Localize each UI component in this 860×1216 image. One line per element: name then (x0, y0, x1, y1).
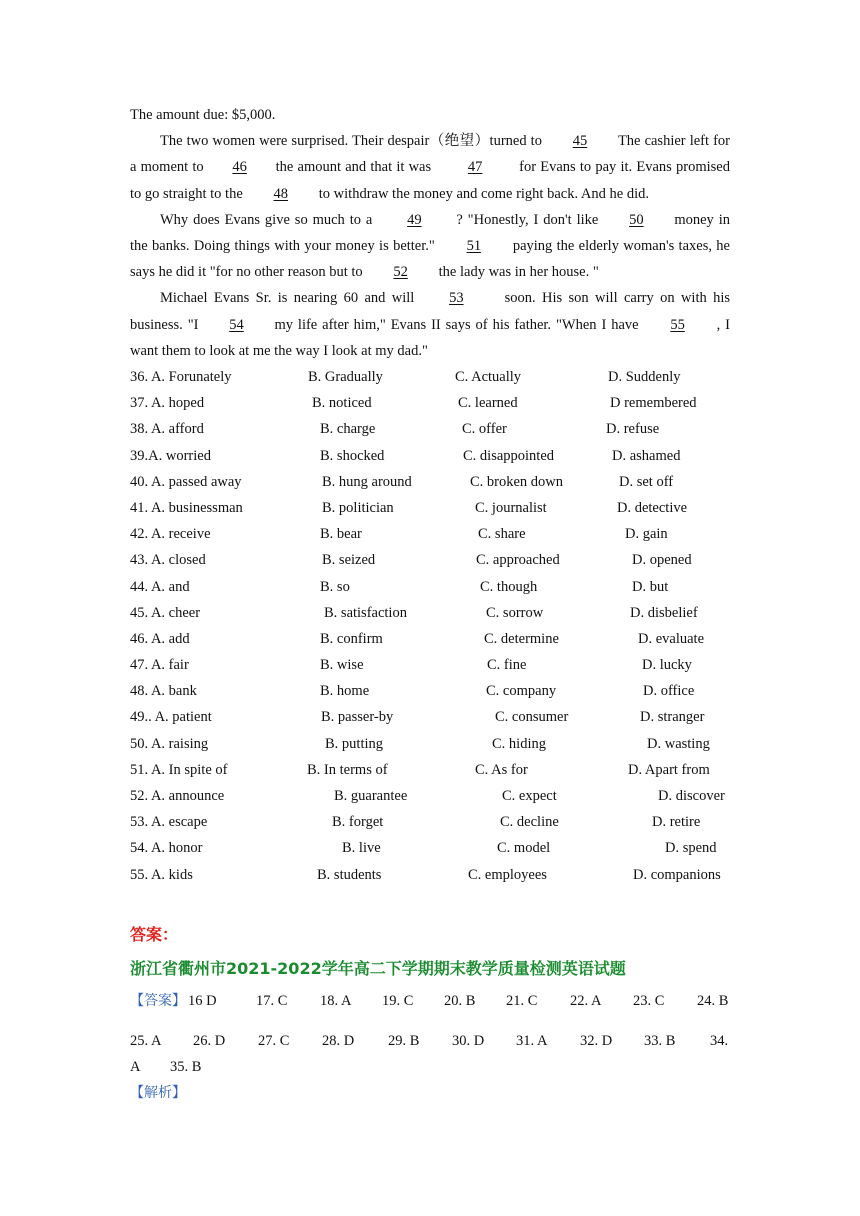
answer-item: 27. C (258, 1033, 290, 1049)
answer-item: 18. A (320, 993, 352, 1009)
answer-item: 19. C (382, 993, 414, 1009)
analysis-tag: 【解析】 (130, 1085, 186, 1101)
option-d: D. opened (632, 552, 692, 569)
text: The cashier left for a moment to (130, 133, 730, 176)
text: , I want them to look at me the way I look at my dad." (130, 316, 730, 359)
option-d: D. lucky (642, 657, 692, 674)
question-row (130, 626, 730, 652)
text: the amount and that it was (275, 159, 432, 176)
paragraph-1 (130, 128, 730, 207)
option-d: D. ashamed (612, 447, 681, 464)
blank-48: 48 (273, 185, 289, 202)
answer-item: 23. C (633, 993, 665, 1009)
answer-item: 29. B (388, 1033, 420, 1049)
exam-title: 浙江省衢州市2021-2022学年高二下学期期末教学质量检测英语试题 (130, 959, 626, 978)
option-d: D. Suddenly (608, 369, 681, 386)
text: my life after him," Evans II says of his father. "When I have (274, 316, 639, 333)
option-d: D. companions (633, 866, 721, 883)
option-c: C. decline (500, 814, 559, 831)
text: paying the elderly woman's taxes, he says he did it "for no other reason but to (130, 238, 730, 281)
answer-tag: 【答案】 (130, 993, 186, 1009)
question-row (130, 416, 730, 442)
question-row (130, 521, 730, 547)
blank-47: 47 (467, 159, 483, 176)
option-b: B. home (320, 683, 370, 700)
option-a: 54. A. honor (130, 840, 203, 857)
option-c: C. journalist (475, 499, 547, 516)
text: The two women were surprised. Their despair（绝望）turned to (160, 133, 542, 150)
option-d: D. discover (658, 788, 725, 805)
blank-49: 49 (407, 211, 422, 228)
option-a: 48. A. bank (130, 683, 197, 700)
option-c: C. employees (468, 866, 547, 883)
option-c: C. approached (476, 552, 560, 569)
question-row (130, 390, 730, 416)
option-a: 51. A. In spite of (130, 761, 228, 778)
answer-line-2 (130, 1028, 730, 1054)
blank-51: 51 (466, 238, 482, 255)
question-list (130, 364, 730, 888)
passage-block (130, 102, 730, 888)
option-d: D. gain (625, 526, 668, 543)
option-d: D. stranger (640, 709, 705, 726)
answers-heading: 答案： (130, 925, 179, 944)
option-c: C. hiding (492, 735, 546, 752)
question-row (130, 809, 730, 835)
answer-item: 30. D (452, 1033, 485, 1049)
paragraph-2 (130, 207, 730, 286)
blank-54: 54 (229, 316, 244, 333)
option-b: B. In terms of (307, 761, 388, 778)
blank-53: 53 (449, 290, 464, 307)
question-row (130, 443, 730, 469)
option-b: B. bear (320, 526, 362, 543)
option-c: C. As for (475, 761, 528, 778)
text: money in the banks. Doing things with your money is better." (130, 211, 730, 255)
option-a: 47. A. fair (130, 657, 189, 674)
analysis-line (130, 1080, 730, 1106)
text: for Evans to pay it. Evans promised to go straight to the (130, 159, 730, 202)
answer-item: 28. D (322, 1033, 355, 1049)
option-b: B. forget (332, 814, 384, 831)
answer-item: 35. B (170, 1059, 202, 1075)
answer-item: 34. (710, 1033, 729, 1049)
option-b: B. guarantee (334, 788, 408, 805)
blank-55: 55 (670, 316, 685, 333)
option-c: C. share (478, 526, 526, 543)
option-c: C. broken down (470, 473, 564, 490)
option-c: C. consumer (495, 709, 569, 726)
option-b: B. putting (325, 735, 384, 752)
blank-52: 52 (393, 264, 408, 281)
answer-item: 24. B (697, 993, 729, 1009)
option-b: B. students (317, 866, 382, 883)
option-a: 38. A. afford (130, 421, 204, 438)
option-b: B. hung around (322, 473, 412, 490)
text: ? "Honestly, I don't like (456, 211, 599, 228)
option-b: B. so (320, 578, 350, 595)
option-a: 37. A. hoped (130, 395, 205, 412)
answer-item: 26. D (193, 1033, 226, 1049)
question-row (130, 704, 730, 730)
option-a: 46. A. add (130, 630, 190, 647)
answer-item: A (130, 1059, 141, 1075)
question-row (130, 495, 730, 521)
question-row (130, 731, 730, 757)
question-row (130, 678, 730, 704)
question-row (130, 862, 730, 888)
question-row (130, 652, 730, 678)
option-a: 42. A. receive (130, 526, 211, 543)
answer-item: 16 D (188, 993, 217, 1009)
option-b: B. confirm (320, 630, 383, 647)
option-a: 40. A. passed away (130, 473, 242, 490)
question-row (130, 469, 730, 495)
answer-line-3 (130, 1054, 730, 1080)
option-c: C. though (480, 578, 538, 595)
option-d: D remembered (610, 395, 697, 412)
option-d: D. but (632, 578, 669, 595)
option-b: B. satisfaction (324, 604, 407, 621)
option-b: B. seized (322, 552, 376, 569)
option-c: C. offer (462, 421, 507, 438)
question-row (130, 574, 730, 600)
answer-key (130, 988, 730, 1106)
blank-45: 45 (572, 133, 588, 150)
option-b: B. noticed (312, 395, 372, 412)
option-d: D. spend (665, 840, 717, 857)
option-a: 39.A. worried (130, 447, 211, 464)
option-d: D. wasting (647, 735, 710, 752)
question-row (130, 757, 730, 783)
option-b: B. wise (320, 657, 364, 674)
option-b: B. Gradually (308, 369, 383, 386)
text: Michael Evans Sr. is nearing 60 and will (160, 290, 415, 307)
question-row (130, 783, 730, 809)
option-a: 36. A. Forunately (130, 369, 232, 386)
option-a: 50. A. raising (130, 735, 209, 752)
text: soon. His son will carry on with his business. "I (130, 290, 731, 333)
answer-item: 33. B (644, 1033, 676, 1049)
answer-item: 25. A (130, 1033, 162, 1049)
option-a: 45. A. cheer (130, 604, 201, 621)
question-row (130, 364, 730, 390)
option-c: C. determine (484, 630, 559, 647)
option-c: C. Actually (455, 369, 522, 386)
option-a: 49.. A. patient (130, 709, 212, 726)
option-b: B. politician (322, 499, 394, 516)
text: to withdraw the money and come right back. And he did. (318, 185, 649, 202)
option-c: C. fine (487, 657, 527, 674)
option-b: B. shocked (320, 447, 385, 464)
option-b: B. passer-by (321, 709, 394, 726)
option-c: C. company (486, 683, 557, 700)
option-d: D. refuse (606, 421, 660, 438)
option-a: 52. A. announce (130, 788, 225, 805)
amount-due-line: The amount due: $5,000. (130, 107, 276, 123)
answer-item: 32. D (580, 1033, 613, 1049)
blank-50: 50 (629, 211, 644, 228)
option-b: B. live (342, 840, 381, 857)
paragraph-3 (130, 285, 730, 364)
option-a: 53. A. escape (130, 814, 208, 831)
option-d: D. disbelief (630, 604, 698, 621)
answer-item: 21. C (506, 993, 538, 1009)
option-b: B. charge (320, 421, 376, 438)
option-a: 43. A. closed (130, 552, 206, 569)
option-a: 55. A. kids (130, 866, 193, 883)
option-d: D. detective (617, 499, 688, 516)
question-row (130, 547, 730, 573)
question-row (130, 835, 730, 861)
question-row (130, 600, 730, 626)
option-c: C. disappointed (463, 447, 555, 464)
option-d: D. set off (619, 473, 674, 490)
option-d: D. Apart from (628, 761, 710, 778)
answer-item: 22. A (570, 993, 602, 1009)
option-c: C. learned (458, 395, 518, 412)
option-d: D. evaluate (638, 630, 705, 647)
blank-46: 46 (232, 159, 247, 176)
option-d: D. office (643, 683, 695, 700)
answer-item: 20. B (444, 993, 476, 1009)
text: Why does Evans give so much to a (160, 211, 373, 228)
option-c: C. sorrow (486, 604, 544, 621)
answer-item: 31. A (516, 1033, 548, 1049)
answer-line-1 (130, 988, 730, 1014)
option-a: 44. A. and (130, 578, 190, 595)
option-c: C. model (497, 840, 551, 857)
option-d: D. retire (652, 814, 701, 831)
option-a: 41. A. businessman (130, 499, 243, 516)
option-c: C. expect (502, 788, 557, 805)
text: the lady was in her house. " (438, 264, 599, 281)
answer-item: 17. C (256, 993, 288, 1009)
